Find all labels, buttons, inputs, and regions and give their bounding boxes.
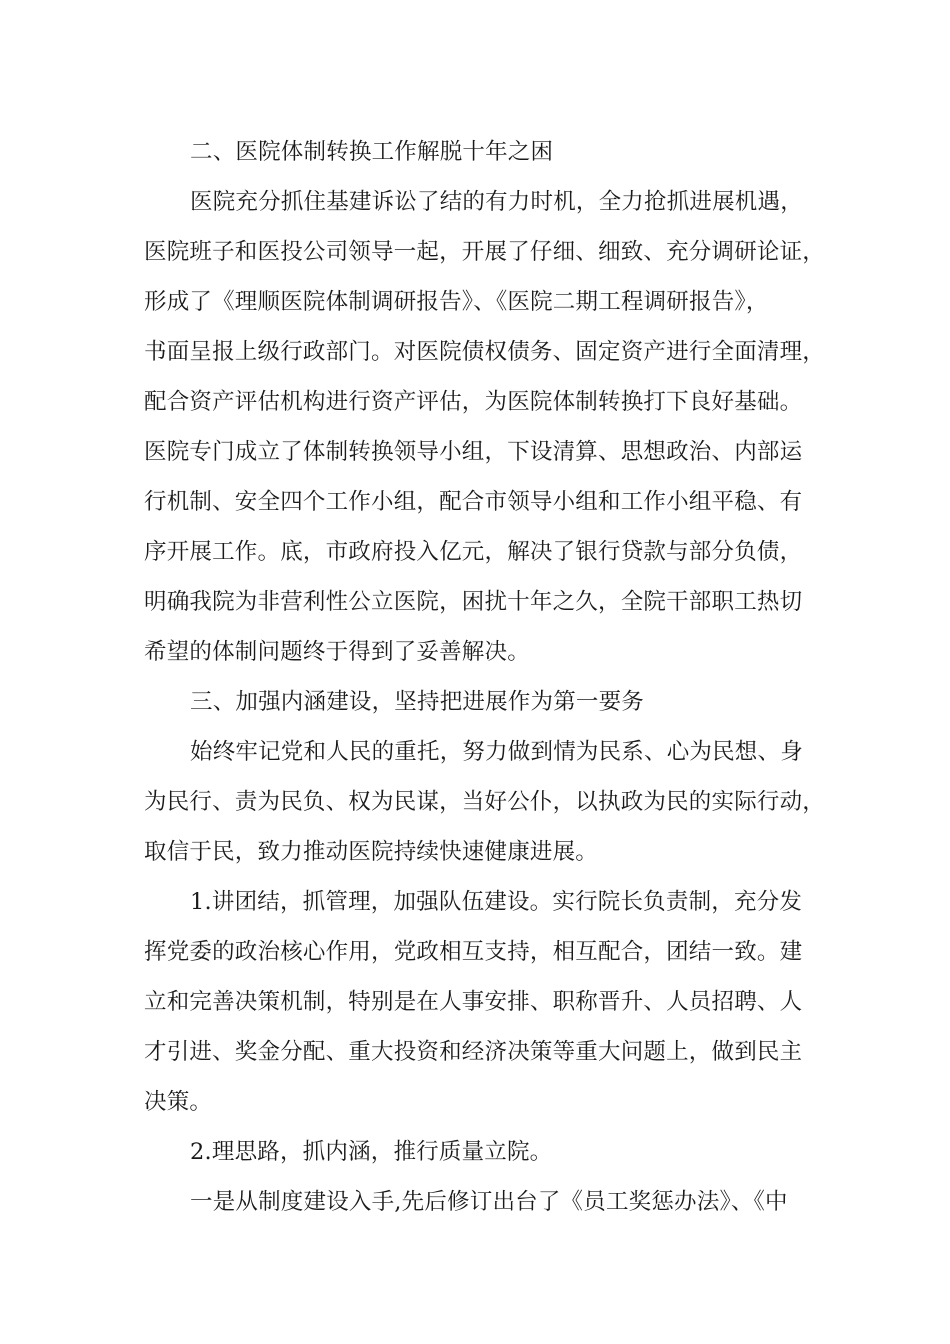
paragraph-line: 挥党委的政治核心作用，党政相互支持，相互配合，团结一致。建 bbox=[144, 939, 803, 965]
paragraph-line: 希望的体制问题终于得到了妥善解决。 bbox=[144, 639, 530, 665]
paragraph-line: 医院充分抓住基建诉讼了结的有力时机，全力抢抓进展机遇， bbox=[190, 189, 803, 215]
paragraph-line: 序开展工作。底，市政府投入亿元，解决了银行贷款与部分负债， bbox=[144, 539, 803, 565]
paragraph-line: 明确我院为非营利性公立医院，困扰十年之久，全院干部职工热切 bbox=[144, 589, 803, 615]
paragraph-line: 始终牢记党和人民的重托，努力做到情为民系、心为民想、身 bbox=[190, 739, 803, 765]
paragraph-line: 立和完善决策机制，特别是在人事安排、职称晋升、人员招聘、人 bbox=[144, 989, 803, 1015]
paragraph-line: 决策。 bbox=[144, 1089, 213, 1115]
paragraph-line: 配合资产评估机构进行资产评估，为医院体制转换打下良好基础。 bbox=[144, 389, 803, 415]
paragraph-line: 一是从制度建设入手,先后修订出台了《员工奖惩办法》、《中 bbox=[190, 1189, 788, 1215]
paragraph-line: 为民行、责为民负、权为民谋，当好公仆，以执政为民的实际行动， bbox=[144, 789, 826, 815]
section-heading: 三、加强内涵建设，坚持把进展作为第一要务 bbox=[190, 689, 645, 715]
subsection-heading: 2.理思路，抓内涵，推行质量立院。 bbox=[190, 1139, 553, 1165]
paragraph-line: 取信于民，致力推动医院持续快速健康进展。 bbox=[144, 839, 599, 865]
paragraph-line: 1.讲团结，抓管理，加强队伍建设。实行院长负责制，充分发 bbox=[190, 889, 803, 915]
paragraph-line: 医院班子和医投公司领导一起，开展了仔细、细致、充分调研论证， bbox=[144, 239, 826, 265]
paragraph-line: 行机制、安全四个工作小组，配合市领导小组和工作小组平稳、有 bbox=[144, 489, 803, 515]
paragraph-line: 形成了《理顺医院体制调研报告》、《医院二期工程调研报告》， bbox=[144, 289, 769, 315]
paragraph-line: 医院专门成立了体制转换领导小组，下设清算、思想政治、内部运 bbox=[144, 439, 803, 465]
section-heading: 二、医院体制转换工作解脱十年之困 bbox=[190, 139, 554, 165]
paragraph-line: 才引进、奖金分配、重大投资和经济决策等重大问题上，做到民主 bbox=[144, 1039, 803, 1065]
paragraph-line: 书面呈报上级行政部门。对医院债权债务、固定资产进行全面清理， bbox=[144, 339, 826, 365]
